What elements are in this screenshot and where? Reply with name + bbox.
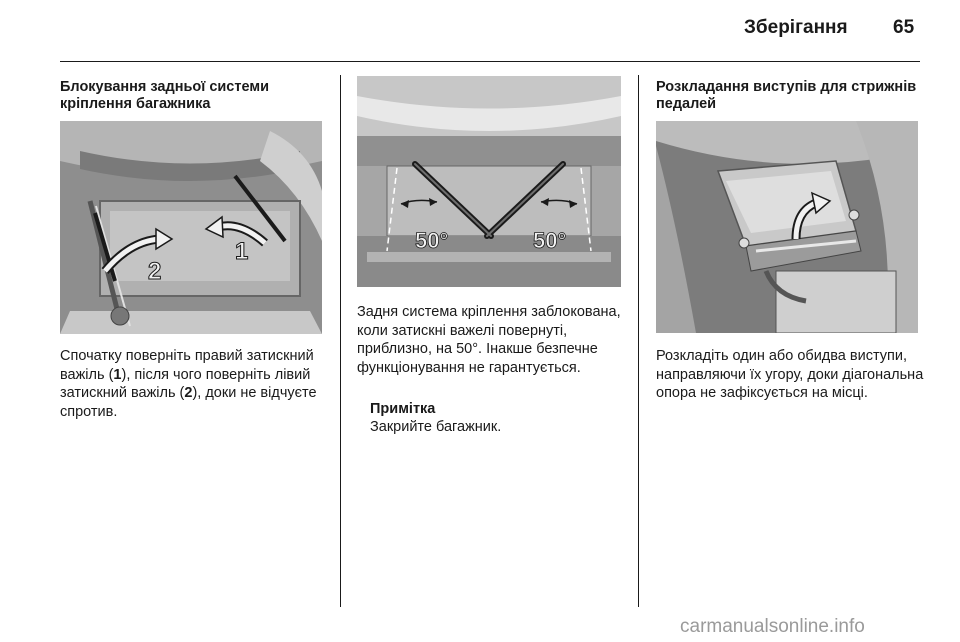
- paragraph-unfold-instructions: Розкладіть один або обидва виступи, направляючи їх угору, доки діагональна опора не зафіксується на місці.: [656, 348, 924, 401]
- illustration-lever-angle: [357, 76, 621, 287]
- page-title: Зберігання: [744, 17, 848, 38]
- column-divider-left: [340, 75, 341, 607]
- column-divider-right: [638, 75, 639, 607]
- figure-label-2: 2: [148, 258, 162, 285]
- note-text: Закрийте багажник.: [370, 419, 502, 435]
- illustration-pedal-mounts: [656, 121, 918, 333]
- header-divider: [60, 61, 920, 62]
- illustration-lever-angle-drawing: [357, 76, 621, 287]
- paragraph-lock-ref2: 2: [184, 385, 193, 401]
- paragraph-lock-ref1: 1: [113, 366, 122, 383]
- footer-watermark: carmanualsonline.info: [680, 616, 865, 637]
- paragraph-lock-part2: ), після чого поверніть лівий затискний важіль (: [60, 366, 311, 401]
- angle-label-left: 50°: [415, 228, 449, 253]
- page-number: 65: [893, 17, 915, 38]
- illustration-clamping-levers-drawing: [60, 121, 322, 334]
- paragraph-locked-state: Задня система кріплення заблокована, коли затискні важелі повернуті, приблизно, на 50°. Інакше безпечне функціонування не гарантується.: [357, 304, 621, 376]
- illustration-clamping-levers: [60, 121, 322, 334]
- angle-label-right: 50°: [533, 228, 567, 253]
- illustration-pedal-mounts-drawing: [656, 121, 918, 333]
- figure-label-1: 1: [235, 238, 249, 265]
- paragraph-lock-part3: ), доки не відчуєте спротив.: [60, 385, 317, 420]
- paragraph-lock-part1: Спочатку поверніть правий затискний важіль (: [60, 348, 314, 383]
- paragraph-lock-instructions: [60, 347, 335, 421]
- note-heading: Примітка: [370, 401, 436, 417]
- section-heading-unfold-pedal-mounts: Розкладання виступів для стрижнів педалей: [656, 79, 917, 112]
- section-heading-lock-rear-carrier: Блокування задньої системи кріплення багажника: [60, 79, 269, 112]
